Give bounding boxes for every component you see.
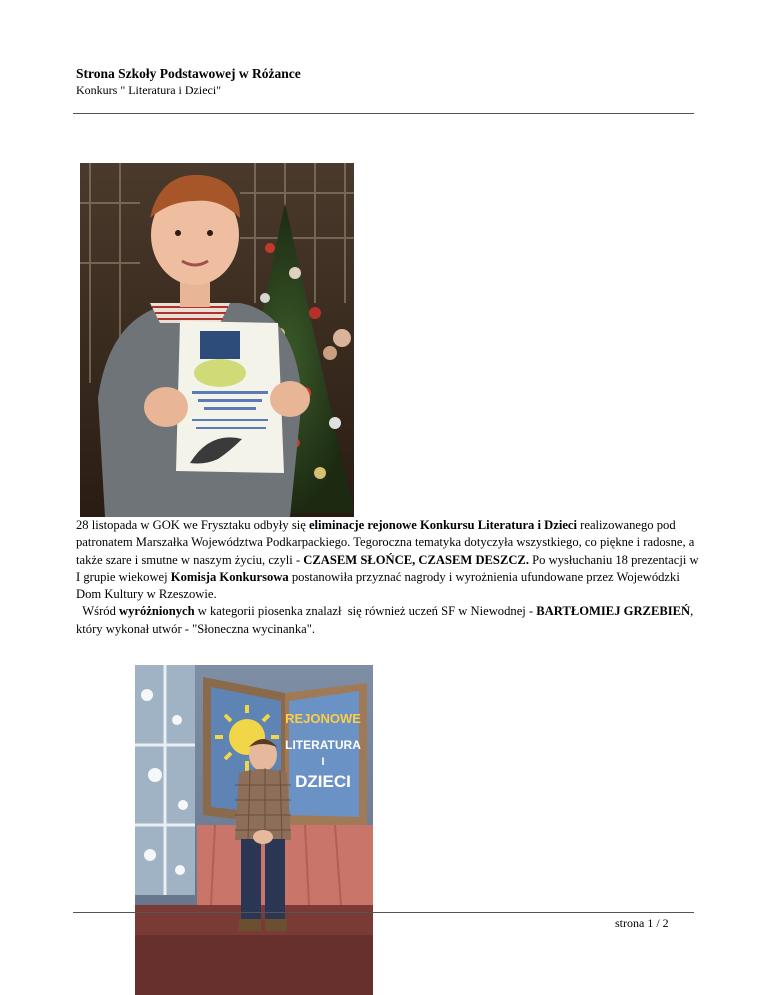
text-run: postanowiła przyznać nagrody i wyrożnienia ufundowane przez Wojewódzki Dom Kultury w Rzeszowie. xyxy=(76,569,680,602)
poster-text: DZIECI xyxy=(295,772,351,791)
text-run: , który wykonał utwór - "Słoneczna wycinanka". xyxy=(76,604,697,636)
footer-divider xyxy=(73,912,694,913)
boy-with-diploma-photo xyxy=(80,163,354,517)
article-paragraph xyxy=(76,603,701,638)
page-number: strona 1 / 2 xyxy=(615,916,669,930)
bold-text-run: CZASEM SŁOŃCE, CZASEM DESZCZ. xyxy=(303,552,529,567)
text-run: Po wysłuchaniu 18 prezentacji w I grupie wiekowej xyxy=(76,552,699,584)
poster-text: REJONOWE xyxy=(285,711,361,726)
poster-text: I xyxy=(321,756,325,768)
bold-text-run: Komisja Konkursowa xyxy=(170,569,289,584)
poster-text: LITERATURA xyxy=(285,738,361,752)
boy-standing-before-stage-photo xyxy=(135,665,373,995)
site-subtitle: Konkurs " Literatura i Dzieci" xyxy=(76,83,222,97)
site-title: Strona Szkoły Podstawowej w Różance xyxy=(76,66,301,81)
bold-text-run: wyróżnionych xyxy=(119,604,195,619)
bold-text-run: eliminacje rejonowe Konkursu Literatura i Dzieci xyxy=(308,518,578,532)
text-run: Wśród xyxy=(76,604,120,619)
text-run: realizowanego pod patronatem Marszałka Województwa Podkarpackiego. Tegoroczna tematyka dotyczyła wszystkiego, co piękne i radosne, a także szare i smutne w naszym życiu, czyli - xyxy=(76,518,695,567)
header-divider xyxy=(73,113,694,114)
text-run: 28 listopada w GOK we Frysztaku odbyły się xyxy=(76,518,309,532)
bold-text-run: BARTŁOMIEJ GRZEBIEŃ xyxy=(536,604,691,619)
article-text xyxy=(76,517,701,638)
text-run: w kategorii piosenka znalazł się również uczeń SF w Niewodnej - xyxy=(194,604,537,619)
article-paragraph xyxy=(76,517,701,603)
